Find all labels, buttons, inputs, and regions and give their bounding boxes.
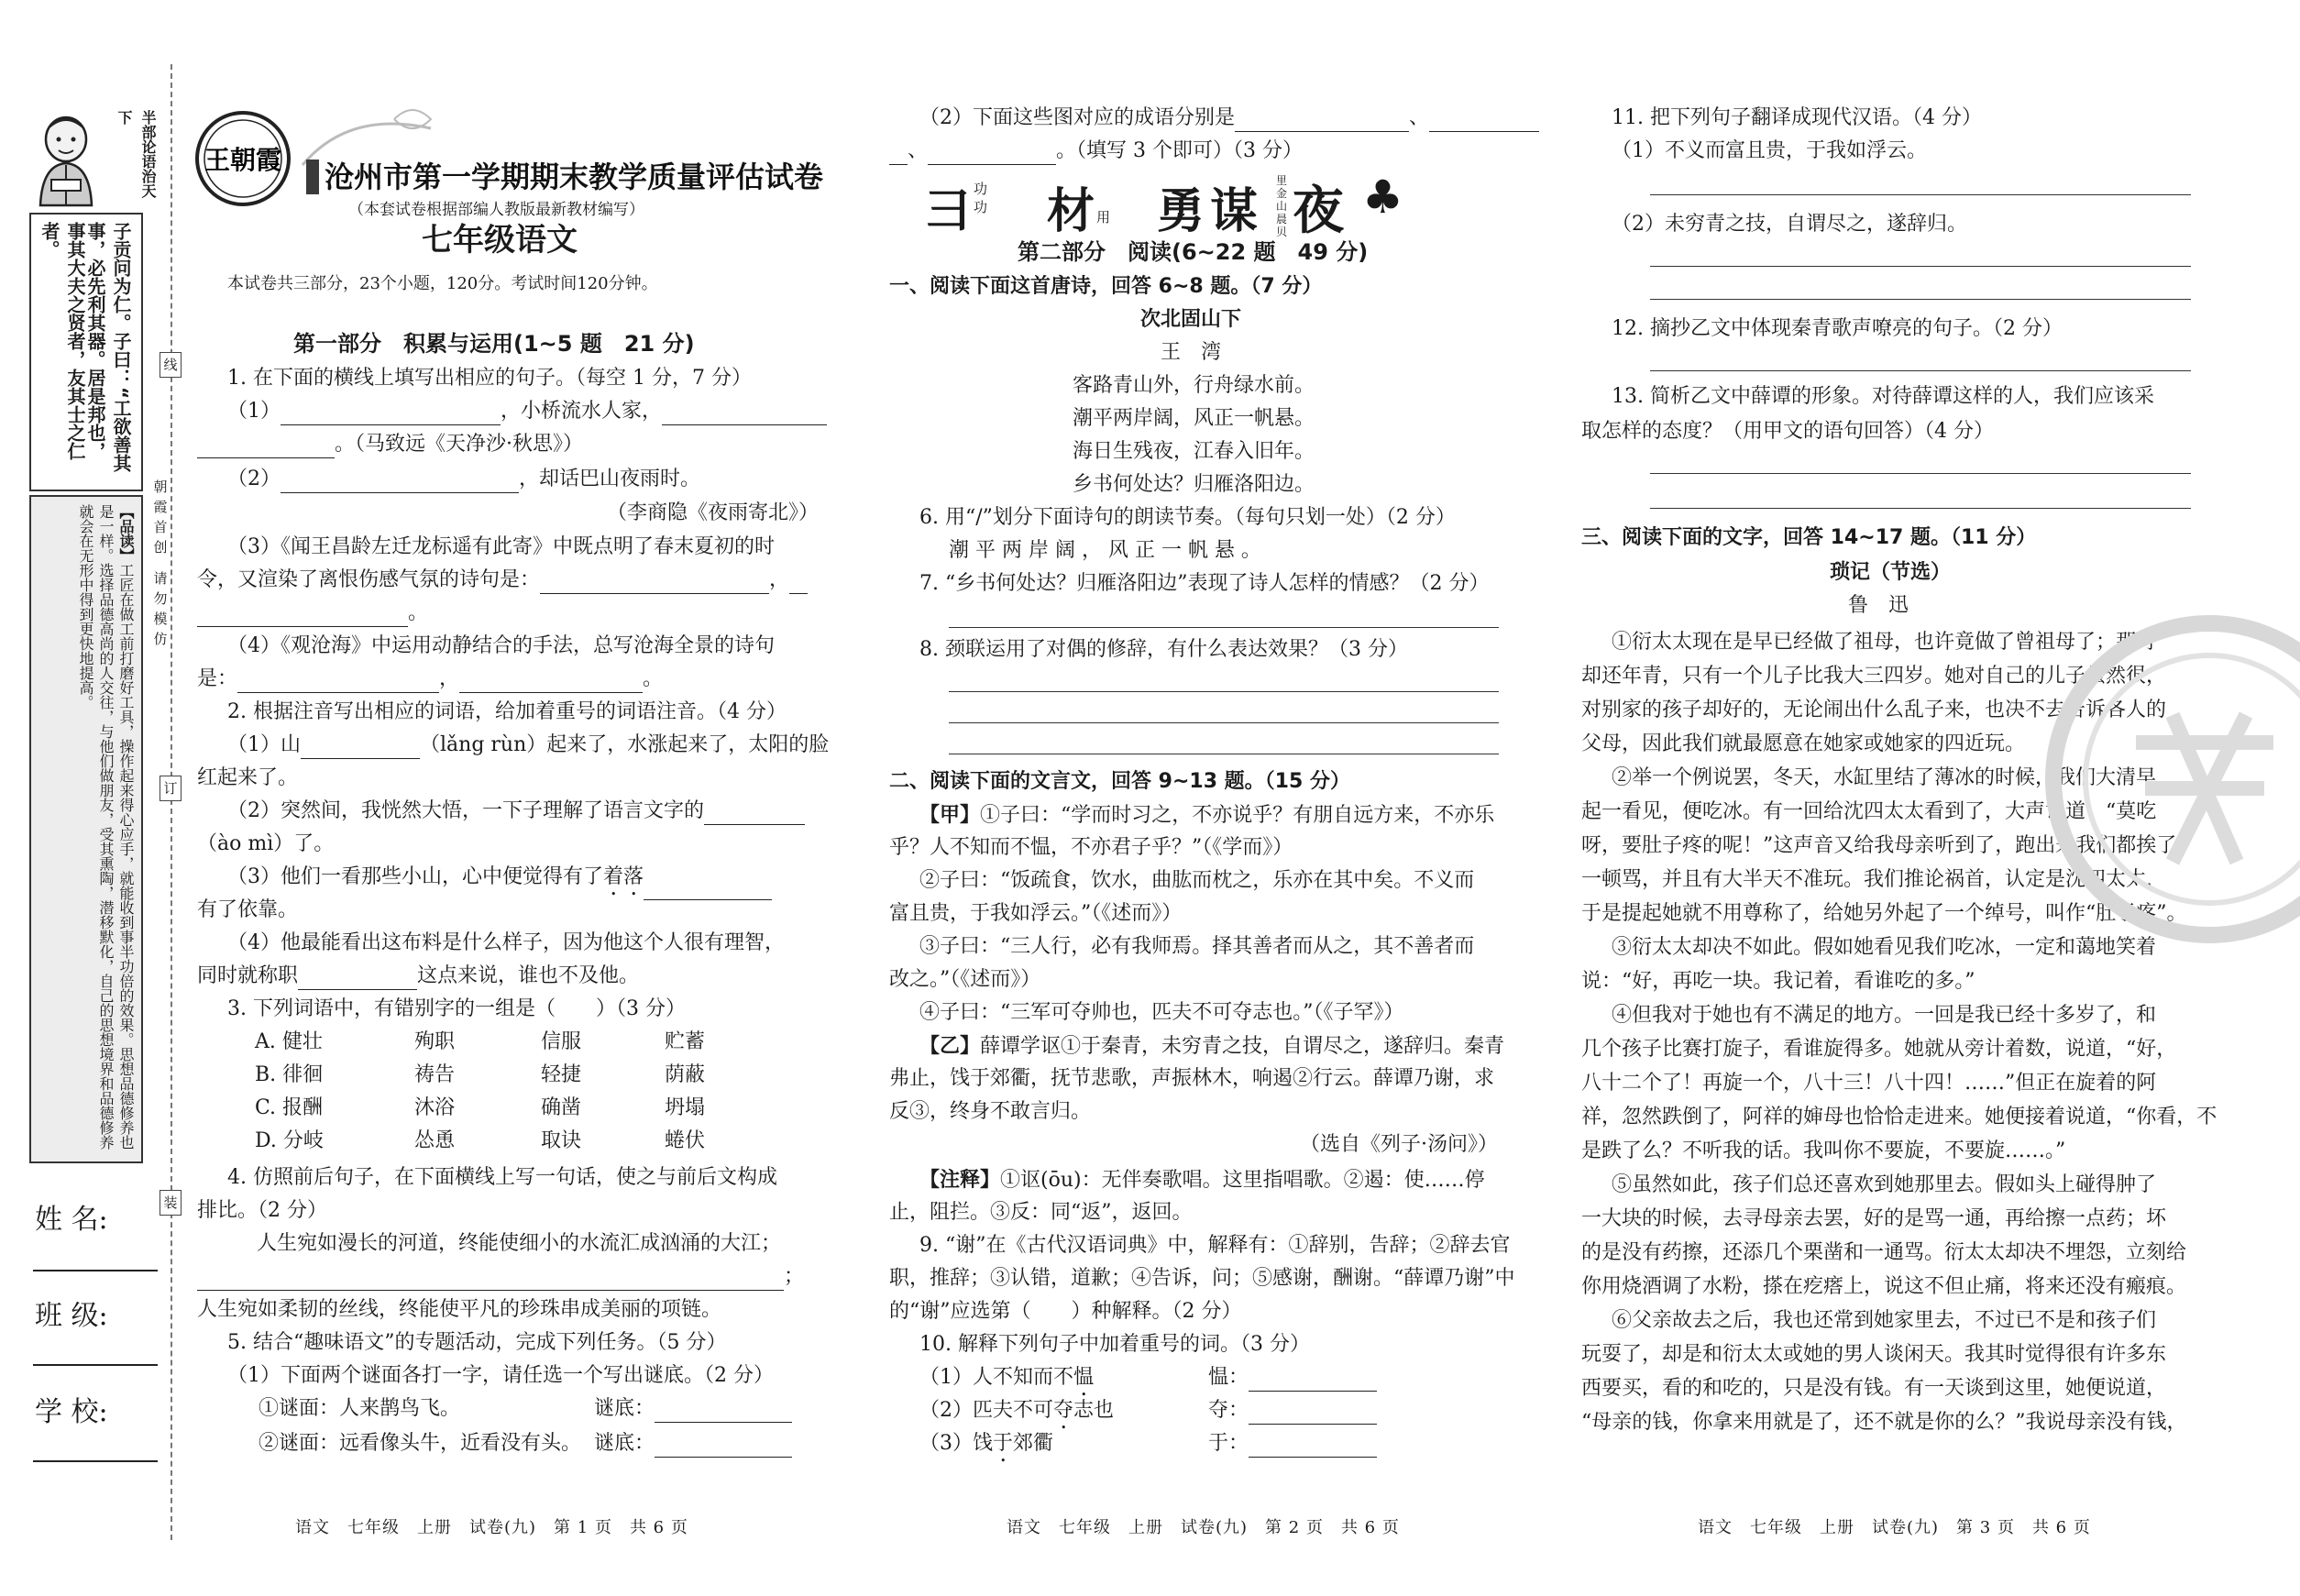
q11-2-answer-line-2[interactable] <box>1650 299 2191 300</box>
q5-2-text: （2）下面这些图对应的成语分别是 <box>919 106 1235 129</box>
q3-option-word: 殉职 <box>414 1030 456 1053</box>
q3-option-word: 蜷伏 <box>665 1129 706 1152</box>
article-line: ④但我对于她也有不满足的地方。一回是我已经十多岁了，和 <box>1612 1004 2157 1027</box>
q10-item <box>919 1430 1053 1467</box>
q1-3-blank-2[interactable] <box>789 573 808 594</box>
margin-char: 模 <box>153 611 168 627</box>
q4-line1: 4. 仿照前后句子，在下面横线上写一句话，使之与前后文构成 <box>227 1166 777 1189</box>
article-line: 呀，要肚子疼的呢！”这声音又给我母亲听到了，跑出来我们都挨了 <box>1581 834 2177 857</box>
q10-answer-blank[interactable] <box>1249 1436 1377 1458</box>
poem-line-4: 乡书何处达？归雁洛阳边。 <box>1073 473 1315 496</box>
q10-answer <box>1208 1430 1377 1458</box>
q12-stem: 12. 摘抄乙文中体现秦青歌声嘹亮的句子。（2 分） <box>1612 317 2063 340</box>
q13-line-1: 13. 简析乙文中薛谭的形象。对待薛谭这样的人，我们应该采 <box>1612 385 2154 408</box>
secB-heading: 二、阅读下面的文言文，回答 9~13 题。（15 分） <box>889 770 1350 793</box>
q3-option-label[interactable]: D. 分岐 <box>255 1129 324 1152</box>
q1-1-source: 。（马致远《天净沙·秋思》） <box>335 433 583 456</box>
cut-mark-ding: 订 <box>160 776 182 801</box>
q1-2 <box>227 466 700 493</box>
article-line: 于是提起她就不用尊称了，给她另外起了一个绰号，叫作“肚子疼”。 <box>1581 902 2187 925</box>
q2-3-blank[interactable] <box>644 879 772 900</box>
brand-logo <box>193 108 293 209</box>
q1-2-source: （李商隐《夜雨寄北》） <box>607 501 820 524</box>
quote-right: 子贡问为仁。子曰：“工欲善其事，必先利其器。居是邦也， <box>84 222 132 473</box>
yi-line-text: 薛谭学讴①于秦青，未穷青之技，自谓尽之，遂辞归。秦青 <box>980 1035 1505 1058</box>
q5-answer-2-label: 谜底： <box>594 1432 655 1455</box>
q5-stem: 5. 结合“趣味语文”的专题活动，完成下列任务。（5 分） <box>227 1331 727 1354</box>
pindu-tag: 【品读】 <box>117 504 135 563</box>
q1-4-blank-2[interactable] <box>459 672 643 693</box>
margin-label-2 <box>150 568 171 649</box>
jia-line-text: ②子曰：“饭疏食，饮水，曲肱而枕之，乐亦在其中矣。不义而 <box>919 869 1475 892</box>
article-line: 对别家的孩子却好的，无论闹出什么乱子来，也决不去告诉各人的 <box>1581 699 2167 721</box>
q8-answer-line-2[interactable] <box>949 722 1499 723</box>
exam-subtitle: （本套试卷根据部编人教版最新教材编写） <box>348 201 644 219</box>
q10-item-dotted: 于 <box>993 1432 1014 1455</box>
part2-heading: 第二部分 阅读(6~22 题 49 分) <box>1018 239 1369 265</box>
q4-line4 <box>197 1263 804 1291</box>
yi-line-text: 弗止，饯于郊衢，抚节悲歌，声振林木，响遏②行云。薛谭乃谢，求 <box>889 1067 1495 1090</box>
q3-option-word: 信服 <box>541 1030 582 1053</box>
rebus-5-icon: ♣ <box>1362 171 1403 224</box>
q8-stem: 8. 颈联运用了对偶的修辞，有什么表达效果？（3 分） <box>919 638 1408 661</box>
q2-2-cont: （ào mì）了。 <box>197 832 335 855</box>
q4-line3: 人生宛如漫长的河道，终能使细小的水流汇成汹涌的大江； <box>257 1232 782 1255</box>
page-2-footer: 语文 七年级 上册 试卷(九) 第 2 页 共 6 页 <box>1007 1518 1400 1537</box>
q1-1-num: （1） <box>227 400 281 423</box>
q2-2-blank[interactable] <box>704 804 805 825</box>
q5-answer-1 <box>594 1395 792 1423</box>
secA-heading: 一、阅读下面这首唐诗，回答 6~8 题。（7 分） <box>889 275 1323 298</box>
margin-label-1 <box>150 477 171 557</box>
q5-2-end: 。（填写 3 个即可）（3 分） <box>1056 139 1303 162</box>
q11-2-answer-line-1[interactable] <box>1650 266 2191 267</box>
note-text-1: ①讴(ōu)：无伴奏歌唱。这里指唱歌。②遏：使……停 <box>1000 1169 1485 1192</box>
class-label: 班 级: <box>35 1300 108 1332</box>
jia-line <box>919 999 1404 1027</box>
article-line: ③衍太太却决不如此。假如她看见我们吃冰，一定和蔼地笑着 <box>1612 936 2157 959</box>
quote-box <box>29 213 143 491</box>
q5-2-sep-2: 、 <box>908 139 929 162</box>
q2-1-num: （1）山 <box>227 733 301 756</box>
class-field[interactable] <box>33 1364 158 1366</box>
margin-char: 请 <box>153 570 168 587</box>
q1-2-num: （2） <box>227 468 281 490</box>
pindu-box <box>29 495 143 1163</box>
rebus-1: 彐 <box>924 183 973 239</box>
jia-line-text: ①子曰：“学而时习之，不亦说乎？有朋自远方来，不亦乐 <box>980 804 1495 827</box>
q1-1 <box>227 398 827 425</box>
poem-line-1: 客路青山外，行舟绿水前。 <box>1073 374 1315 397</box>
cut-line <box>171 64 172 1540</box>
q5-2-line2 <box>889 138 1303 165</box>
q10-stem: 10. 解释下列句子中加着重号的词。（3 分） <box>919 1333 1310 1356</box>
q3-option-label[interactable]: A. 健壮 <box>255 1030 323 1053</box>
q5-2-sep-1: 、 <box>1409 106 1430 129</box>
jia-line <box>919 801 1494 830</box>
part1-heading: 第一部分 积累与运用(1~5 题 21 分) <box>293 331 695 357</box>
q11-1: （1）不义而富且贵，于我如浮云。 <box>1612 139 1927 162</box>
q2-4-blank[interactable] <box>298 969 417 990</box>
q4-semicolon: ； <box>784 1265 805 1288</box>
secC-heading: 三、阅读下面的文字，回答 14~17 题。（11 分） <box>1581 526 2037 549</box>
article-line: ①衍太太现在是早已经做了祖母，也许竟做了曾祖母了；那时 <box>1612 631 2157 654</box>
q6-line: 潮 平 两 岸 阔 ， 风 正 一 帆 悬 。 <box>949 539 1261 562</box>
q4-blank[interactable] <box>197 1270 784 1291</box>
q13-line-2: 取怎样的态度？（用甲文的语句回答）（4 分） <box>1581 420 1994 443</box>
q1-3-end: 。 <box>408 601 429 624</box>
q5-riddle-1: ①谜面：人来鹊鸟飞。 <box>259 1397 461 1420</box>
q3-option-label[interactable]: C. 报酬 <box>255 1096 324 1119</box>
q2-3 <box>227 864 772 900</box>
article-line: 西要买，看的和吃的，只是没有钱。有一天谈到这里，她便说道， <box>1581 1377 2167 1400</box>
q3-option-word: 轻捷 <box>541 1063 582 1086</box>
article-line: 起一看见，便吃冰。有一回给沈四太太看到了，大声说道：“莫吃 <box>1581 800 2157 823</box>
q2-stem: 2. 根据注音写出相应的词语，给加着重号的词语注音。（4 分） <box>227 700 787 723</box>
q3-option-word: 沐浴 <box>414 1096 456 1119</box>
q5-answer-2 <box>594 1430 792 1458</box>
poem-title: 次北固山下 <box>1140 308 1242 331</box>
poem-author: 王 湾 <box>1161 341 1222 364</box>
q5-2-blank-4[interactable] <box>928 144 1056 165</box>
jia-line <box>889 900 1182 928</box>
poem-line-2: 潮平两岸阔，风正一帆悬。 <box>1073 407 1315 430</box>
jia-line <box>919 933 1474 961</box>
rebus-2: 材 <box>1047 183 1095 239</box>
q1-1-blank-3[interactable] <box>197 437 335 458</box>
note-line-2: 止，阻拦。③反：同“返”，返回。 <box>889 1201 1193 1224</box>
exam-intro: 本试卷共三部分，23个小题，120分。考试时间120分钟。 <box>227 274 658 293</box>
q10-item-post: 志也 <box>1073 1399 1115 1422</box>
q3-option-word: 取诀 <box>541 1129 582 1152</box>
q1-1-blank-2[interactable] <box>662 404 827 425</box>
article-line: ⑤虽然如此，孩子们总还喜欢到她那里去。假如头上碰得肿了 <box>1612 1173 2157 1196</box>
cut-mark-xian: 线 <box>160 352 182 378</box>
q1-stem: 1. 在下面的横线上填写出相应的句子。（每空 1 分，7 分） <box>227 367 752 390</box>
q3-stem: 3. 下列词语中，有错别字的一组是（ ）（3 分） <box>227 997 686 1020</box>
q1-3-line3 <box>197 600 428 627</box>
q5-2-line1 <box>919 105 1539 132</box>
rebus-2-small: 用 <box>1096 209 1111 226</box>
q1-1-cont <box>197 431 583 458</box>
q9-line-3: 的“谢”应选第（ ）种解释。（2 分） <box>889 1300 1242 1323</box>
yi-line <box>919 1032 1504 1061</box>
jia-line-text: 富且贵，于我如浮云。”（《述而》） <box>889 902 1183 925</box>
yi-tag: 【乙】 <box>919 1034 981 1058</box>
confucius-cartoon-icon <box>33 110 99 209</box>
note-line-1 <box>919 1166 1485 1194</box>
q1-3-line1: （3）《闻王昌龄左迁龙标遥有此寄》中既点明了春末夏初的时 <box>227 535 775 558</box>
q5-riddle-2: ②谜面：远看像头牛，近看没有头。 <box>259 1432 582 1455</box>
article-line: 祥，忽然跌倒了，阿祥的婶母也恰恰走进来。她便接着说道，“你看，不 <box>1581 1106 2217 1128</box>
q1-4-text: 是： <box>197 667 238 690</box>
article-line: 却还年青，只有一个儿子比我大三四岁。她对自己的儿子虽然很， <box>1581 665 2167 688</box>
q11-stem: 11. 把下列句子翻译成现代汉语。（4 分） <box>1612 106 1982 129</box>
rebus-4: 夜 <box>1293 181 1344 241</box>
q10-item-post: 郊衢 <box>1013 1432 1054 1455</box>
q1-4-line1: （4）《观沧海》中运用动静结合的手法，总写沧海全景的诗句 <box>227 634 775 657</box>
q5-answer-2-blank[interactable] <box>655 1436 792 1458</box>
q3-option-label[interactable]: B. 徘徊 <box>255 1063 324 1086</box>
yi-line <box>889 1065 1494 1093</box>
q2-1-text: （lǎng rùn）起来了，水涨起来了，太阳的脸 <box>420 733 830 756</box>
article-line: 八十二个了！再旋一个，八十三！八十四！……”但正在旋着的阿 <box>1581 1072 2157 1095</box>
q10-item <box>919 1397 1114 1434</box>
article-line: ⑥父亲故去之后，我也还常到她家里去，不过已不是和孩子们 <box>1612 1309 2157 1332</box>
pindu-body: 工匠在做工前打磨好工具，操作起来得心应手，就能收到事半功倍的效果。思想品德修养也是一样。选择品德高尚的人交往，与他们做朋友，受其熏陶，潜移默化，自己的思想境界和品德修养就会在无形中得到更快地提高。 <box>77 504 135 1150</box>
q1-1-text: ，小桥流水人家， <box>501 400 663 423</box>
page-3-footer: 语文 七年级 上册 试卷(九) 第 3 页 共 6 页 <box>1698 1518 2091 1537</box>
jia-line <box>889 834 1293 862</box>
poem-line-3: 海日生残夜，江春入旧年。 <box>1073 440 1315 463</box>
quote-left: 事其大夫之贤者，友其士之仁者。 <box>39 222 86 460</box>
article-line: 一顿骂，并且有大半天不准玩。我们推论祸首，认定是沈四太太， <box>1581 868 2167 891</box>
school-label: 学 校: <box>35 1396 108 1428</box>
q1-3-comma: ， <box>769 568 790 591</box>
name-label: 姓 名: <box>35 1204 108 1236</box>
q10-item-pre: （3）饯 <box>919 1432 993 1455</box>
article-line: 是跌了么？不听我的话。我叫你不要旋，不要旋……。” <box>1581 1139 2066 1162</box>
q9-line-2: 职，推辞；③认错，道歉；④告诉，问；⑤感谢，酬谢。“薛谭乃谢”中 <box>889 1267 1515 1290</box>
q2-2 <box>227 798 805 825</box>
q8-answer-line-1[interactable] <box>949 691 1499 692</box>
article-line: 父母，因此我们就最愿意在她家或她家的四近玩。 <box>1581 732 2026 755</box>
margin-char: 首 <box>153 519 168 535</box>
q3-option-word: 贮蓄 <box>665 1030 706 1053</box>
q1-2-text: ，却话巴山夜雨时。 <box>519 468 701 490</box>
jia-line-text: 乎？人不知而不愠，不亦君子乎？”（《学而》） <box>889 836 1293 859</box>
q13-answer-line-1[interactable] <box>1650 473 2191 474</box>
article-line: 玩耍了，却是和衍太太或她的男人谈闲天。我其时觉得很有许多东 <box>1581 1343 2167 1366</box>
q5-2-blank-3[interactable] <box>889 144 908 165</box>
q5-2-blank-2[interactable] <box>1429 111 1539 132</box>
sidebar-vertical-label: 半部论语治天下 <box>116 110 157 198</box>
yi-source: （选自《列子·汤问》） <box>1300 1133 1498 1156</box>
article-line: 你用烧酒调了水粉，搽在疙瘩上，说这不但止痛，将来还没有瘢痕。 <box>1581 1275 2187 1298</box>
q10-item-pre: （1）人不知而不 <box>919 1366 1073 1389</box>
margin-char: 朝 <box>153 479 168 495</box>
q3-option-word: 荫蔽 <box>665 1063 706 1086</box>
q7-answer-line[interactable] <box>949 627 1499 628</box>
q6-stem: 6. 用“/”划分下面诗句的朗读节奏。（每句只划一处）（2 分） <box>919 506 1456 529</box>
jia-line-text: ④子曰：“三军可夺帅也，匹夫不可夺志也。”（《子罕》） <box>919 1001 1404 1024</box>
q2-2-text: （2）突然间，我恍然大悟，一下子理解了语言文字的 <box>227 799 704 822</box>
q10-answer <box>1208 1364 1377 1392</box>
q1-2-blank[interactable] <box>281 472 519 493</box>
q3-option-word: 怂恿 <box>414 1129 456 1152</box>
q1-3-blank-3[interactable] <box>197 606 408 627</box>
note-tag: 【注释】 <box>919 1168 1001 1192</box>
q11-1-answer-line[interactable] <box>1650 194 2191 195</box>
q2-4-cont <box>197 963 639 990</box>
q1-4-end: 。 <box>643 667 664 690</box>
q10-item-dotted: 愠 <box>1073 1366 1095 1389</box>
q2-1-cont: 红起来了。 <box>197 766 299 789</box>
jia-line <box>889 966 1040 994</box>
q2-3-cont: 有了依靠。 <box>197 898 299 921</box>
q2-3-text: （3）他们一看那些小山，心中便觉得有了 <box>227 865 603 888</box>
article-line: 一大块的时候，去寻母亲去罢，好的是骂一通，再给擦一点药；坏 <box>1581 1207 2167 1230</box>
q4-line2: 排比。（2 分） <box>197 1199 327 1222</box>
jia-line-text: 改之。”（《述而》） <box>889 968 1041 991</box>
q2-3-dotted: 着落 <box>603 865 644 888</box>
q2-4-end: 这点来说，谁也不及他。 <box>417 964 640 987</box>
q10-answer-label: 夺： <box>1208 1399 1249 1422</box>
jia-line <box>919 867 1474 895</box>
q9-line-1: 9. “谢”在《古代汉语词典》中，解释有：①辞别，告辞；②辞去官 <box>919 1234 1511 1257</box>
article-line: 几个孩子比赛打旋子，看谁旋得多。她就从旁计着数，说道，“好， <box>1581 1038 2177 1061</box>
q5-answer-1-blank[interactable] <box>655 1402 792 1423</box>
q10-answer-blank[interactable] <box>1249 1370 1377 1392</box>
q10-item <box>919 1364 1094 1401</box>
q2-1 <box>227 732 829 759</box>
margin-char: 勿 <box>153 590 168 607</box>
q3-option-word: 坍塌 <box>665 1096 706 1119</box>
q2-1-blank[interactable] <box>301 738 420 759</box>
jia-line-text: ③子曰：“三人行，必有我师焉。择其善者而从之，其不善者而 <box>919 935 1475 958</box>
exam-title: 沧州市第一学期期末教学质量评估试卷 <box>319 157 829 197</box>
article-line: 说：“好，再吃一块。我记着，看谁吃的多。” <box>1581 970 1975 993</box>
watermark-seal <box>2035 605 2300 953</box>
q5-answer-1-label: 谜底： <box>594 1397 655 1420</box>
exam-grade: 七年级语文 <box>422 222 578 259</box>
jia-tag: 【甲】 <box>919 803 981 827</box>
article-title: 琐记（节选） <box>1830 561 1952 584</box>
q11-2: （2）未穷青之技，自谓尽之，遂辞归。 <box>1612 213 1967 236</box>
rebus-4-small: 里 金 山 晨 贝 <box>1276 174 1288 238</box>
name-field[interactable] <box>33 1270 158 1271</box>
margin-char: 创 <box>153 539 168 556</box>
rebus-3: 勇谋 <box>1157 183 1264 239</box>
yi-line-text: 反③，终身不敢言归。 <box>889 1100 1092 1123</box>
q3-option-word: 祷告 <box>414 1063 456 1086</box>
q10-answer-label: 愠： <box>1208 1366 1249 1389</box>
q1-3-text: 令，又渲染了离恨伤感气氛的诗句是： <box>197 568 541 591</box>
q1-3-blank-1[interactable] <box>540 573 769 594</box>
q1-4-blank-1[interactable] <box>237 672 439 693</box>
school-field[interactable] <box>33 1460 158 1462</box>
q10-item-dotted: 夺 <box>1053 1399 1074 1422</box>
q10-answer-label: 于： <box>1208 1432 1249 1455</box>
q2-4-text: 同时就称职 <box>197 964 299 987</box>
q5-2-blank-1[interactable] <box>1235 111 1409 132</box>
article-author: 鲁 迅 <box>1848 594 1909 617</box>
q1-1-blank-1[interactable] <box>281 404 501 425</box>
brand-text: 王朝霞 <box>204 145 282 175</box>
rebus-1-small: 功 功 <box>974 181 988 215</box>
article-line: ②举一个例说罢，冬天，水缸里结了薄冰的时候，我们大清早 <box>1612 766 2157 789</box>
q12-answer-line[interactable] <box>1650 370 2191 371</box>
article-line: “母亲的钱，你拿来用就是了，还不就是你的么？”我说母亲没有钱， <box>1581 1411 2187 1434</box>
article-line: 的是没有药擦，还添几个栗凿和一通骂。衍太太却决不埋怨，立刻给 <box>1581 1241 2187 1264</box>
q4-line5: 人生宛如柔韧的丝线，终能使平凡的珍珠串成美丽的项链。 <box>197 1298 722 1321</box>
q1-4-line2 <box>197 666 663 693</box>
q10-item-pre: （2）匹夫不可 <box>919 1399 1053 1422</box>
q7-stem: 7. “乡书何处达？归雁洛阳边”表现了诗人怎样的情感？（2 分） <box>919 572 1490 595</box>
q3-option-word: 确凿 <box>541 1096 582 1119</box>
q10-answer-blank[interactable] <box>1249 1403 1377 1425</box>
pindu-text <box>75 504 136 1157</box>
page-1-footer: 语文 七年级 上册 试卷(九) 第 1 页 共 6 页 <box>295 1518 688 1537</box>
cut-mark-zhuang: 装 <box>160 1190 182 1216</box>
q13-answer-line-2[interactable] <box>1650 508 2191 509</box>
yi-line <box>889 1098 1091 1126</box>
margin-char: 仿 <box>153 631 168 647</box>
q1-3-line2 <box>197 567 808 594</box>
q2-4: （4）他最能看出这布料是什么样子，因为他这个人很有理智， <box>227 931 785 954</box>
q10-answer <box>1208 1397 1377 1425</box>
q1-4-comma: ， <box>439 667 460 690</box>
q5-1-stem: （1）下面两个谜面各打一字，请任选一个写出谜底。（2 分） <box>227 1364 774 1387</box>
margin-char: 霞 <box>153 499 168 515</box>
